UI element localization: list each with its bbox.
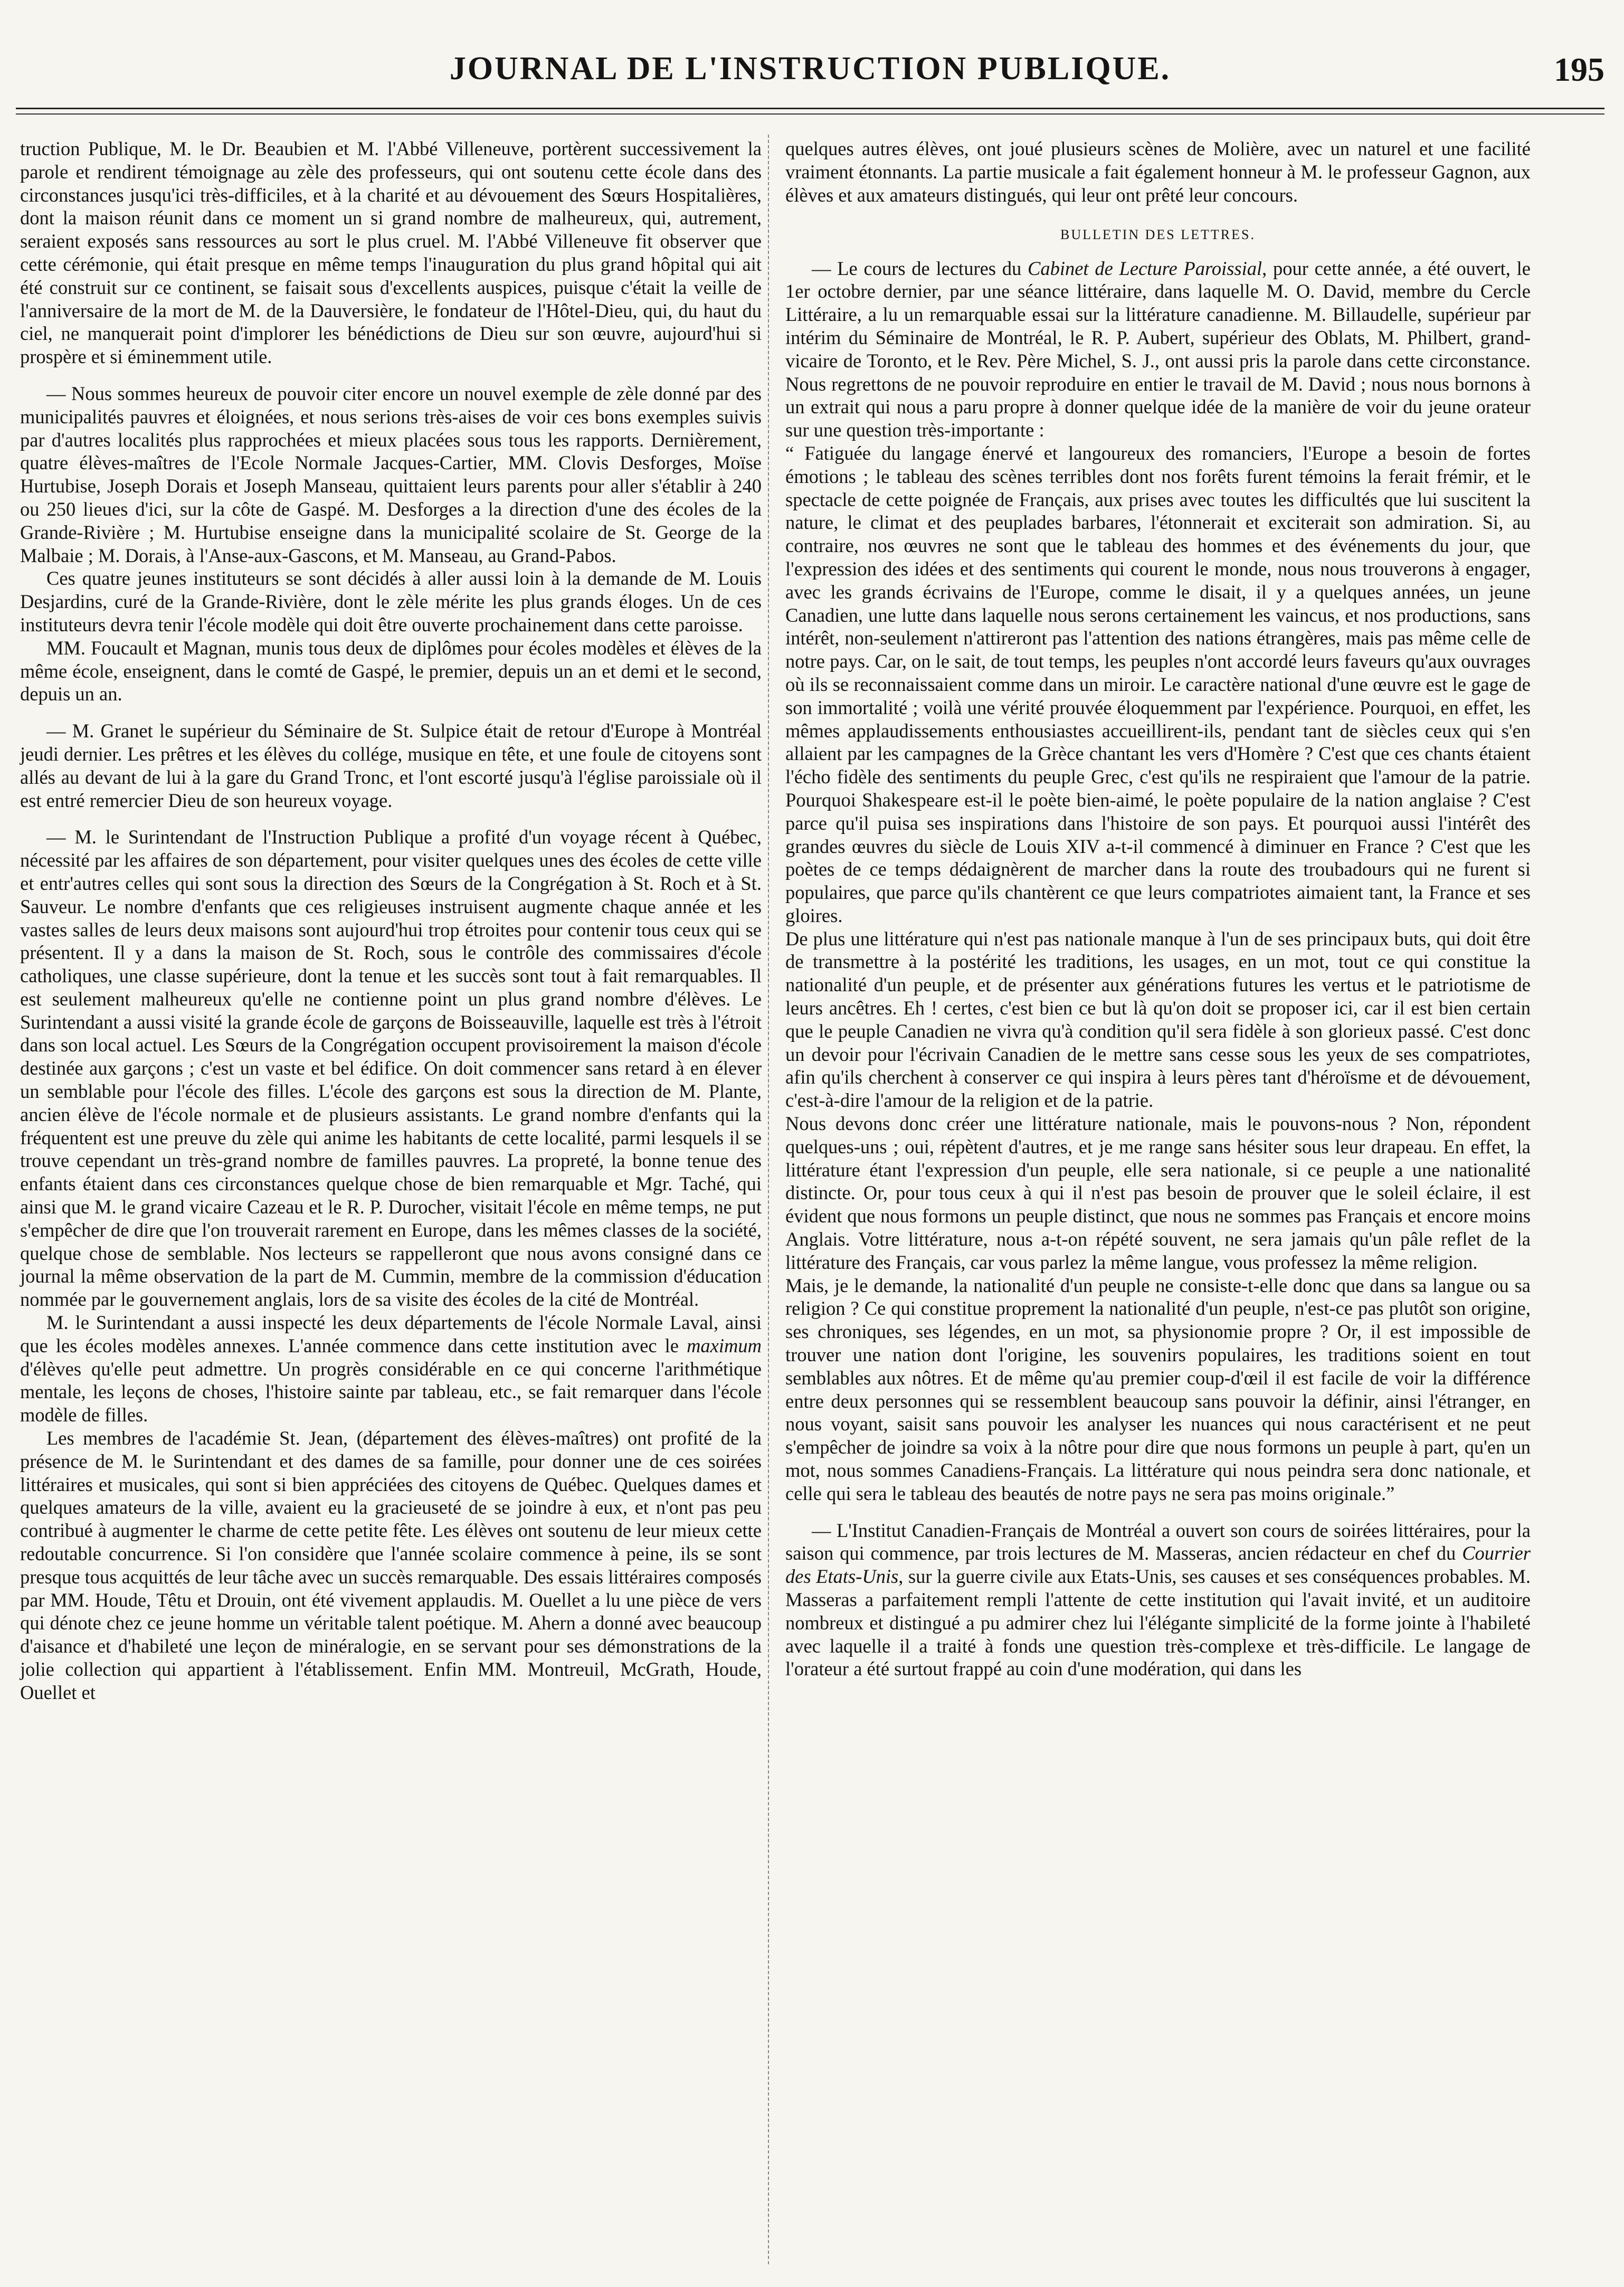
column-divider — [768, 135, 769, 2264]
quote-paragraph-2: De plus une littérature qui n'est pas nationale manque à l'un de ses principaux buts, qui doit être de transmettre à la postérité les traditions, les usages, en un mot, tout ce qui constitue la nationalité d'un peuple, et de présenter aux générations futures les vertus et le patriotisme de leurs ancêtres. Eh ! certes, c'est bien ce but là qu'on doit se proposer ici, car il est bien certain que le peuple Canadien ne vivra qu'à condition qu'il sera fidèle à son glorieux passé. C'est donc un devoir pour l'écrivain Canadien de le mettre sans cesse sous les yeux de ses compatriotes, afin qu'ils cherchent à conserver ce qui inspira à leurs pères tant d'héroïsme et de dévouement, c'est-à-dire l'amour de la religion et de la patrie. — [785, 927, 1531, 1112]
paragraph-ecole-normale-laval — [20, 1311, 762, 1427]
text-run: — Le cours de lectures du — [812, 257, 1028, 279]
emphasis-text: Cabinet de Lecture Paroissial — [1028, 257, 1262, 279]
text-run: M. le Surintendant a aussi inspecté les deux départements de l'école Normale Laval, ainsi que les écoles modèles annexes. L'année commence dans cette institution avec le — [20, 1312, 762, 1356]
journal-title: JOURNAL DE L'INSTRUCTION PUBLIQUE. — [449, 51, 1171, 87]
emphasis-text: Courrier des Etats-Unis — [785, 1542, 1531, 1588]
text-run: , sur la guerre civile aux Etats-Unis, ses causes et ses conséquences probables. M. Masseras a parfaitement rempli l'attente de cette institution qui l'avait invité, et un auditoire nombreux et distingué a pu admirer chez lui l'élégante simplicité de la forme jointe à l'habileté avec laquelle il a traité à fonds une question très-complexe et très-difficile. Le langage de l'orateur a été surtout frappé au coin d'une modération, qui dans les — [785, 1565, 1531, 1680]
paragraph-foucault-magnan: MM. Foucault et Magnan, munis tous deux de diplômes pour écoles modèles et élèves de la même école, enseignent, dans le comté de Gaspé, le premier, depuis un an et demi et le second, depuis un an. — [20, 637, 762, 705]
text-run: , pour cette année, a été ouvert, le 1er octobre dernier, par une séance littéraire, dans laquelle M. O. David, membre du Cercle Littéraire, a lu un remarquable essai sur la littérature canadienne. M. Billaudelle, supérieur par intérim du Séminaire de Montréal, le R. P. Aubert, supérieur des Oblats, M. Philbert, grand-vicaire de Toronto, et le Rev. Père Michel, S. J., ont aussi pris la parole dans cette circonstance. Nous regrettons de ne pouvoir reproduire en entier le travail de M. David ; nous nous bornons à un extrait qui nous a paru propre à donner quelque idée de la manière de voir du jeune orateur sur une question très-importante : — [785, 257, 1531, 441]
quote-paragraph-4: Mais, je le demande, la nationalité d'un peuple ne consiste-t-elle donc que dans sa langue ou sa religion ? Ce qui constitue proprement la nationalité d'un peuple, n'est-ce pas plutôt son origine, ses chroniques, ses légendes, en un mot, sa physionomie propre ? Or, il est impossible de trouver une nation dont l'origine, les souvenirs populaires, les traditions soient en tout semblables aux nôtres. Et de même qu'au premier coup-d'œil il est facile de voir la différence entre deux personnes qui se ressemblent beaucoup sans pouvoir la définir, ainsi l'étranger, en nous voyant, saisit sans pouvoir les analyser les nuances qui nous caractérisent et ne peut s'empêcher de joindre sa voix à la nôtre pour dire que nous formons un peuple à part, qu'en un mot, nous sommes Canadiens-Français. La littérature qui nous peindra sera donc nationale, et celle qui sera le tableau des beautés de notre pays ne sera pas moins originale.” — [785, 1274, 1531, 1504]
text-run: — L'Institut Canadien-Français de Montréal a ouvert son cours de soirées littéraires, pour la saison qui commence, par trois lectures de M. Masseras, ancien rédacteur en chef du — [785, 1519, 1531, 1564]
page-header — [16, 50, 1604, 113]
paragraph-desjardins: Ces quatre jeunes instituteurs se sont décidés à aller aussi loin à la demande de M. Louis Desjardins, curé de la Grande-Rivière, dont le zèle mérite les plus grands éloges. Un de ces instituteurs devra tenir l'école modèle qui doit être ouverte prochainement dans cette paroisse. — [20, 567, 762, 635]
header-rule-bottom — [16, 113, 1604, 115]
right-column — [785, 137, 1531, 1681]
header-rule-top — [16, 108, 1604, 109]
paragraph-academie-st-jean: Les membres de l'académie St. Jean, (département des élèves-maîtres) ont profité de la présence de M. le Surintendant et des dames de sa famille, pour donner une de ces soirées littéraires et musicales, qui sont si bien appréciées des citoyens de Québec. Quelques dames et quelques amateurs de la ville, avaient eu la gracieuseté de se joindre à eux, et n'ont pas peu contribué à augmenter le charme de cette petite fête. Les élèves ont soutenu de leur mieux cette redoutable concurrence. Si l'on considère que l'année scolaire commence à peine, ils se sont presque tous acquittés de leur tâche avec un succès remarquable. Des essais littéraires composés par MM. Houde, Têtu et Drouin, ont été vivement applaudis. M. Ouellet a lu une pièce de vers qui dénote chez ce jeune homme un véritable talent poétique. M. Ahern a donné avec beaucoup d'aisance et d'habileté une leçon de minéralogie, en se servant pour ses démonstrations de la jolie collection qui appartient à l'établissement. Enfin MM. Montreuil, McGrath, Houde, Ouellet et — [20, 1427, 762, 1703]
paragraph-superintendent-quebec: — M. le Surintendant de l'Instruction Publique a profité d'un voyage récent à Québec, nécessité par les affaires de son département, pour visiter quelques unes des écoles de cette ville et entr'autres celles qui sont sous la direction des Sœurs de la Congrégation à St. Roch et à St. Sauveur. Le nombre d'enfants que ces religieuses instruisent augmente chaque année et les vastes salles de leurs deux maisons sont aujourd'hui trop étroites pour contenir tous ceux qui se présentent. Il y a dans la maison de St. Roch, sous le contrôle des commissaires d'école catholiques, une classe supérieure, dont la tenue et les succès sont tout à fait remarquables. Il est seulement malheureux qu'elle ne contienne point un plus grand nombre d'élèves. Le Surintendant a aussi visité la grande école de garçons de Boisseauville, laquelle est très à l'étroit dans son local actuel. Les Sœurs de la Congrégation occupent provisoirement la maison d'école destinée aux garçons ; c'est un vaste et bel édifice. On doit commencer sans retard à en élever un semblable pour l'école des filles. L'école des garçons est sous la direction de M. Plante, ancien élève de l'école normale et de plusieurs assistants. Le grand nombre d'enfants qui la fréquentent est une preuve du zèle qui anime les habitants de cette localité, parmi lesquels il se trouve cependant un très-grand nombre de familles pauvres. La propreté, la bonne tenue des enfants étaient dans ces circonstances quelque chose de bien remarquable et Mgr. Taché, qui ainsi que M. le grand vicaire Cazeau et le R. P. Durocher, visitait l'école en même temps, ne put s'empêcher de dire que l'on trouverait rarement en Europe, dans les mêmes classes de la société, quelque chose de semblable. Nos lecteurs se rappelleront que nous avons consigné dans ce journal la même observation de la part de M. Cummin, membre de la commission d'éducation nommée par le gouvernement anglais, lors de sa visite des écoles de la cité de Montréal. — [20, 826, 762, 1311]
left-column — [20, 137, 762, 1704]
page-number: 195 — [1554, 51, 1604, 88]
paragraph-granet-return: — M. Granet le supérieur du Séminaire de St. Sulpice était de retour d'Europe à Montréal jeudi dernier. Les prêtres et les élèves du collége, musique en tête, et une foule de citoyens sont allés au devant de lui à la gare du Grand Tronc, et l'ont escorté jusqu'à l'église paroissiale où il est entré remercier Dieu de son heureux voyage. — [20, 720, 762, 811]
paragraph-moliere-continuation: quelques autres élèves, ont joué plusieurs scènes de Molière, avec un naturel et une facilité vraiment étonnants. La partie musicale a fait également honneur à M. le professeur Gagnon, aux élèves et aux amateurs distingués, qui leur ont prêté leur concours. — [785, 138, 1531, 206]
quote-paragraph-3: Nous devons donc créer une littérature nationale, mais le pouvons-nous ? Non, répondent quelques-uns ; oui, répètent d'autres, et je me range sans hésiter sous leur drapeau. En effet, la littérature étant l'expression d'un peuple, elle sera nationale, si ce peuple a une nationalité distincte. Or, pour tous ceux à qui il n'est pas besoin de prouver que le soleil éclaire, il est évident que nous formons un peuple distinct, que nous ne sommes pas Français et encore moins Anglais. Votre littérature, nous a-t-on répété souvent, ne sera jamais qu'un pâle reflet de la littérature des Français, car vous parlez la même langue, vous professez la même religion. — [785, 1113, 1531, 1273]
quote-paragraph-1: “ Fatiguée du langage énervé et langoureux des romanciers, l'Europe a besoin de fortes émotions ; le tableau des scènes terribles dont nos forêts furent témoins la ferait frémir, et le spectacle de cette poignée de Français, aux prises avec toutes les difficultés que lui suscitent la nature, le climat et des peuplades barbares, l'étonnerait et exciterait son admiration. Si, au contraire, nos œuvres ne sont que le tableau des hommes et des événements du jour, que l'expression des idées et des sentiments qui courent le monde, nous nous trouverons à engager, avec les grands écrivains de l'Europe, comme le disait, il y a quelques années, un jeune Canadien, une lutte dans laquelle nous serons certainement les vaincus, et nos productions, sans intérêt, non-seulement n'attireront pas l'attention des nations étrangères, mais pas même celle de notre pays. Car, on le sait, de tout temps, les peuples n'ont accordé leurs faveurs qu'aux ouvrages où ils se reconnaissaient comme dans un miroir. Le caractère national d'une œuvre est le gage de son immortalité ; voilà une vérité prouvée éloquemment par l'expérience. Pourquoi, en effet, les mêmes applaudissements enthousiastes accueillirent-ils, pendant tant de siècles ceux qui s'en allaient par les campagnes de la Grèce chantant les vers d'Homère ? C'est que ces chants étaient l'écho fidèle des sentiments du peuple Grec, c'est qu'ils ne respiraient que l'amour de la patrie. Pourquoi Shakespeare est-il le poète bien-aimé, le poète populaire de la nation anglaise ? C'est parce qu'il puisa ses inspirations dans l'histoire de son pays. Et pourquoi aussi l'intérêt des grandes œuvres du siècle de Louis XIV a-t-il commencé à diminuer en France ? C'est que les poètes de ce temps dédaignèrent de marcher dans la route des troubadours qui ne furent si populaires, que parce qu'ils chantèrent ce que leurs compatriotes aimaient tant, la France et ses gloires. — [785, 442, 1531, 926]
emphasis-text: maximum — [687, 1334, 762, 1356]
paragraph-gaspe-teachers: — Nous sommes heureux de pouvoir citer encore un nouvel exemple de zèle donné par des municipalités pauvres et éloignées, et nous serions très-aises de voir ces bons exemples suivis par d'autres localités plus rapprochées et mieux placées sous tous les rapports. Dernièrement, quatre élèves-maîtres de l'Ecole Normale Jacques-Cartier, MM. Clovis Desforges, Moïse Hurtubise, Joseph Dorais et Joseph Manseau, quittaient leurs parents pour aller s'établir à 240 ou 250 lieues d'ici, sur la côte de Gaspé. M. Desforges a la direction d'une des écoles de la Grande-Rivière ; M. Hurtubise enseigne dans la municipalité scolaire de St. George de la Malbaie ; M. Dorais, à l'Anse-aux-Gascons, et M. Manseau, au Grand-Pabos. — [20, 382, 762, 566]
paragraph-cabinet-lecture — [785, 257, 1531, 442]
text-run: d'élèves qu'elle peut admettre. Un progrès considérable en ce qui concerne l'arithmétique mentale, les leçons de choses, l'histoire sainte par tableau, etc., se fait remarquer dans l'école modèle de filles. — [20, 1358, 762, 1426]
section-heading-bulletin: BULLETIN DES LETTRES. — [1060, 227, 1256, 243]
paragraph-hotel-dieu-continuation: truction Publique, M. le Dr. Beaubien et M. l'Abbé Villeneuve, portèrent successivement la parole et rendirent témoignage au zèle des professeurs, qui ont soutenu cette école dans des circonstances jusqu'ici très-difficiles, et à la charité et au dévouement des Sœurs Hospitalières, dont la maison réunit dans ce moment un si grand nombre de malheureux, qui, autrement, seraient exposés sans ressources au sort le plus cruel. M. l'Abbé Villeneuve fit observer que cette cérémonie, qui était presque en même temps l'inauguration du plus grand hôpital qui ait été construit sur ce continent, se faisait sous d'excellents auspices, puisque c'était la veille de l'anniversaire de la mort de M. de la Dauversière, le fondateur de l'Hôtel-Dieu, qui, du haut du ciel, ne manquerait point d'implorer les bénédictions de Dieu sur son œuvre, aujourd'hui si prospère et si éminemment utile. — [20, 138, 762, 368]
paragraph-institut-canadien — [785, 1519, 1531, 1681]
